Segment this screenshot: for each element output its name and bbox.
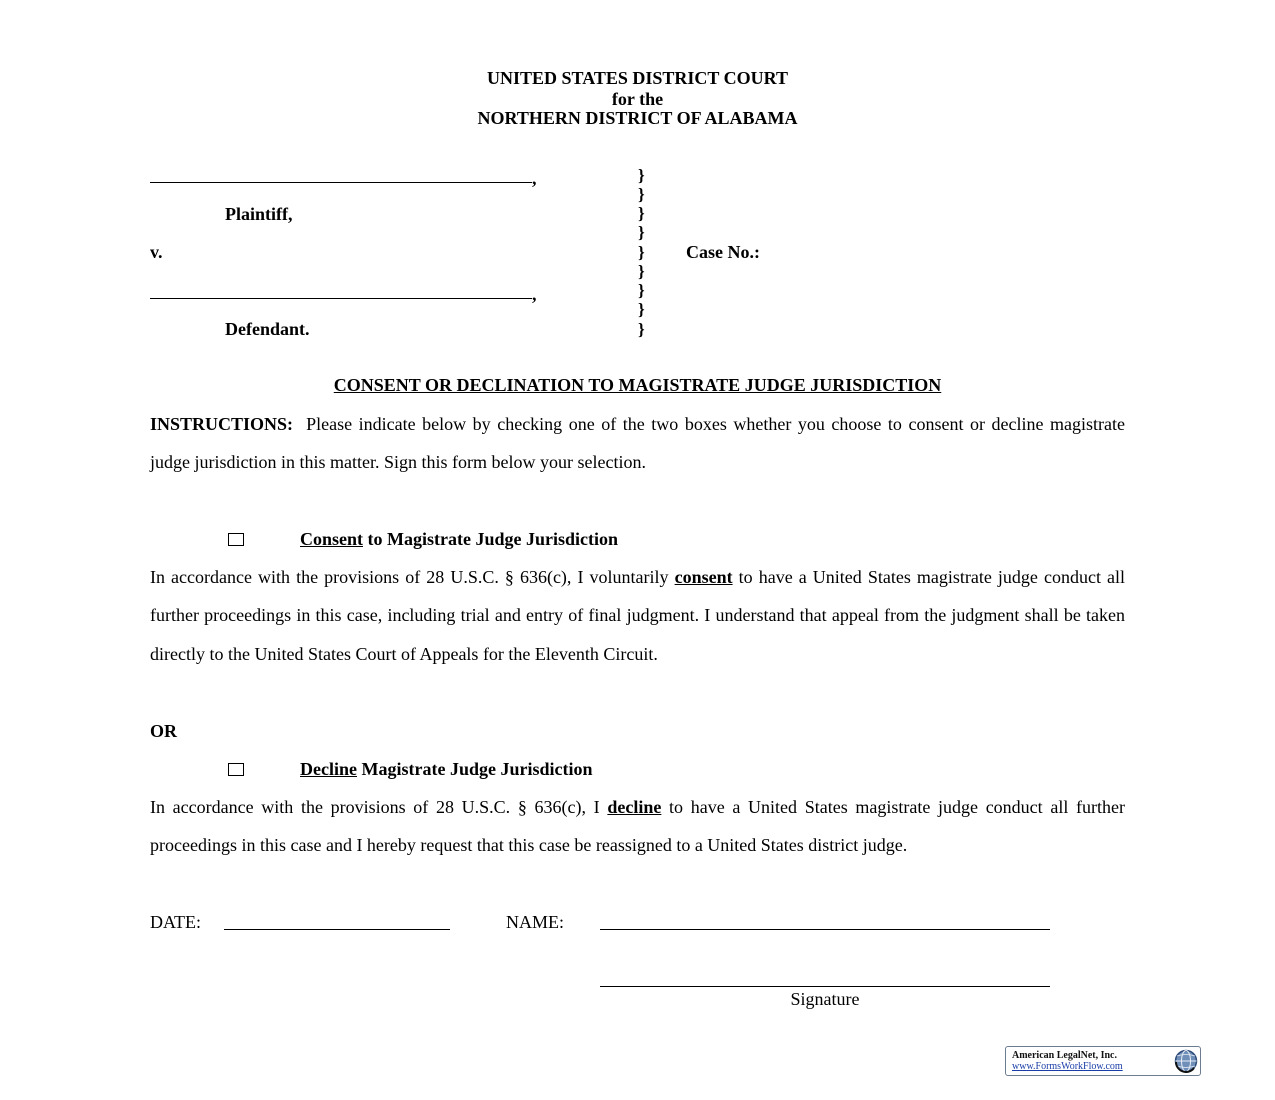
caption-brace: }: [638, 185, 645, 204]
caption-brace: }: [638, 223, 645, 242]
caption-brace: }: [638, 204, 645, 223]
form-title: CONSENT OR DECLINATION TO MAGISTRATE JUDGE JURISDICTION: [333, 375, 942, 395]
caption-brace: }: [638, 281, 645, 300]
decline-heading-key: Decline: [300, 759, 357, 779]
decline-text-after: to have a United States magistrate judge conduct all further proceedings in this case and I hereby request that this case be reassigned to a United States district judge.: [150, 797, 1125, 856]
instructions-text: Please indicate below by checking one of the two boxes whether you choose to consent or decline magistrate judge jurisdiction in this matter. Sign this form below your selection.: [150, 414, 1125, 473]
consent-checkbox[interactable]: [228, 533, 244, 546]
court-district: NORTHERN DISTRICT OF ALABAMA: [477, 108, 798, 128]
decline-text-before: In accordance with the provisions of 28 U.S.C. § 636(c), I: [150, 797, 608, 817]
consent-paragraph: [150, 558, 1125, 673]
name-field-line[interactable]: [600, 929, 1050, 930]
signature-label: Signature: [790, 989, 860, 1009]
name-label: NAME:: [506, 912, 564, 932]
caption-brace: }: [638, 320, 645, 339]
logo-url-link[interactable]: www.FormsWorkFlow.com: [1012, 1061, 1123, 1072]
versus-label: v.: [150, 242, 163, 262]
decline-heading: [300, 759, 592, 780]
consent-text-after: to have a United States magistrate judge conduct all further proceedings in this case, including trial and entry of final judgment. I understand that appeal from the judgment shall be taken directly to the United States Court of Appeals for the Eleventh Circuit.: [150, 567, 1126, 664]
caption-brace: }: [638, 262, 645, 281]
decline-keyword: decline: [607, 797, 662, 817]
date-label: DATE:: [150, 912, 201, 932]
caption-brace: }: [638, 243, 645, 262]
consent-heading-key: Consent: [300, 529, 364, 549]
caption-brace: }: [638, 166, 645, 185]
caption-brace: }: [638, 300, 645, 319]
decline-heading-rest: Magistrate Judge Jurisdiction: [356, 759, 593, 779]
consent-heading: [300, 529, 618, 550]
decline-checkbox[interactable]: [228, 763, 244, 776]
logo-company-name: American LegalNet, Inc.: [1012, 1050, 1117, 1061]
instructions-label: INSTRUCTIONS:: [150, 414, 294, 434]
plaintiff-comma: ,: [532, 168, 537, 188]
american-legalnet-logo[interactable]: [1005, 1046, 1201, 1076]
or-label: OR: [150, 721, 177, 741]
court-for-the: for the: [611, 89, 664, 109]
plaintiff-name-line[interactable]: [150, 182, 532, 183]
defendant-label: Defendant.: [225, 319, 310, 339]
plaintiff-label: Plaintiff,: [225, 204, 293, 224]
defendant-name-line[interactable]: [150, 298, 532, 299]
consent-keyword: consent: [674, 567, 733, 587]
consent-text-before: In accordance with the provisions of 28 U.S.C. § 636(c), I voluntarily: [150, 567, 675, 587]
globe-icon: [1174, 1049, 1198, 1073]
defendant-comma: ,: [532, 284, 537, 304]
case-number-label: Case No.:: [686, 242, 760, 262]
decline-paragraph: [150, 788, 1125, 865]
consent-heading-rest: to Magistrate Judge Jurisdiction: [363, 529, 618, 549]
date-field-line[interactable]: [224, 929, 450, 930]
signature-line[interactable]: [600, 986, 1050, 987]
instructions-paragraph: [150, 405, 1125, 482]
court-name: UNITED STATES DISTRICT COURT: [487, 68, 788, 88]
